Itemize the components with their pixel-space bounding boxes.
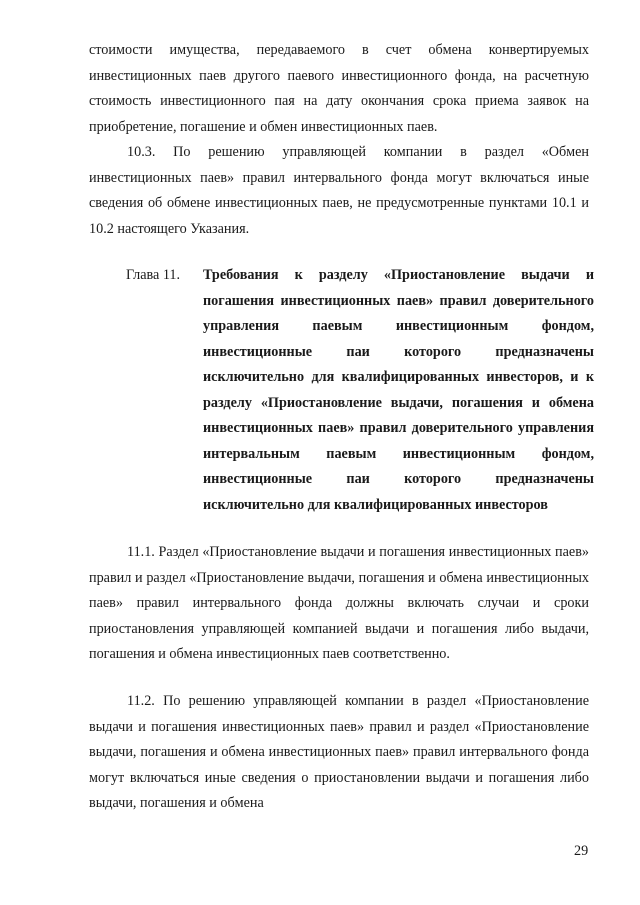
paragraph-10-3: 10.3. По решению управляющей компании в раздел «Обмен инвестиционных паев» правил интервального фонда могут включаться иные сведения об обмене инвестиционных паев, не предусмотренные пунктами 10.1 и 10.2 настоящего Указания.: [89, 144, 589, 237]
paragraph-continuation: стоимости имущества, передаваемого в счет обмена конвертируемых инвестиционных паев другого паевого инвестиционного фонда, на расчетную стоимость инвестиционного пая на дату окончания срока приема заявок на приобретение, погашение и обмен инвестиционных паев.: [89, 42, 589, 135]
page-number: 29: [574, 843, 589, 859]
chapter-title: Требования к разделу «Приостановление выдачи и погашения инвестиционных паев» правил доверительного управления паевым инвестиционным фондом, инвестиционные паи которого предназначены исключительно для квалифицированных инвесторов, и к разделу «Приостановление выдачи, погашения и обмена инвестиционных паев» правил доверительного управления интервальным паевым инвестиционным фондом, инвестиционные паи которого предназначены исключительно для квалифицированных инвесторов: [203, 267, 594, 513]
paragraph-11-1: 11.1. Раздел «Приостановление выдачи и погашения инвестиционных паев» правил и раздел «Приостановление выдачи, погашения и обмена инвестиционных паев» правил интервального фонда должны включать случаи и сроки приостановления управляющей компанией выдачи и погашения либо выдачи, погашения и обмена инвестиционных паев соответственно.: [89, 544, 589, 662]
paragraph-11-2: 11.2. По решению управляющей компании в раздел «Приостановление выдачи и погашения инвестиционных паев» правил и раздел «Приостановление выдачи, погашения и обмена инвестиционных паев» правил интервального фонда могут включаться иные сведения о приостановлении выдачи и погашения либо выдачи, погашения и обмена: [89, 693, 589, 811]
chapter-label: Глава 11.: [126, 267, 181, 283]
